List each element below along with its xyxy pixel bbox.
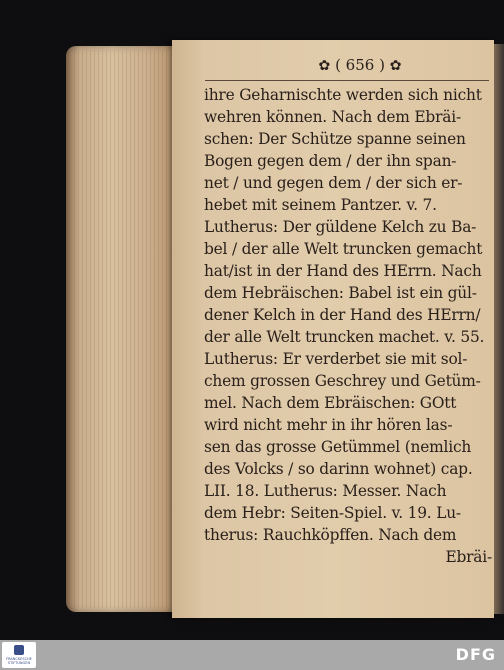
page-number: ( 656 ) bbox=[335, 56, 385, 74]
text-line: schen: Der Schütze spanne seinen bbox=[204, 130, 466, 148]
text-line: mel. Nach dem Ebräischen: GOtt bbox=[204, 394, 457, 412]
logo-text: FRANCKESCHE STIFTUNGEN bbox=[6, 657, 32, 665]
text-line: bel / der alle Welt truncken gemacht bbox=[204, 240, 483, 258]
text-line: wehren können. Nach dem Ebräi- bbox=[204, 108, 461, 126]
text-line: dener Kelch in der Hand des HErrn/ bbox=[204, 306, 481, 324]
text-line: Lutherus: Er verderbet sie mit sol- bbox=[204, 350, 468, 368]
text-line: Bogen gegen dem / der ihn span- bbox=[204, 152, 457, 170]
text-line: hebet mit seinem Pantzer. v. 7. bbox=[204, 196, 437, 214]
viewer-footer bbox=[0, 640, 504, 670]
ornament-left-icon: ✿ bbox=[318, 58, 331, 74]
text-line: LII. 18. Lutherus: Messer. Nach bbox=[204, 482, 447, 500]
text-line: der alle Welt truncken machet. v. 55. bbox=[204, 328, 485, 346]
text-line: Lutherus: Der güldene Kelch zu Ba- bbox=[204, 218, 477, 236]
text-line: dem Hebr: Seiten-Spiel. v. 19. Lu- bbox=[204, 504, 461, 522]
text-line: dem Hebräischen: Babel ist ein gül- bbox=[204, 284, 477, 302]
text-line: therus: Rauchköpffen. Nach dem bbox=[204, 526, 457, 544]
page-text bbox=[204, 84, 492, 568]
institution-logo[interactable] bbox=[2, 642, 36, 668]
catchword: Ebräi- bbox=[445, 548, 492, 566]
text-line: chem grossen Geschrey und Getüm- bbox=[204, 372, 481, 390]
book-page-edges bbox=[66, 46, 178, 612]
page-number-header bbox=[300, 56, 420, 80]
facing-page-edge bbox=[494, 44, 504, 614]
dfg-logo[interactable]: DFG bbox=[455, 645, 496, 664]
text-line: wird nicht mehr in ihr hören las- bbox=[204, 416, 453, 434]
text-line: des Volcks / so darinn wohnet) cap. bbox=[204, 460, 473, 478]
text-line: net / und gegen dem / der sich er- bbox=[204, 174, 463, 192]
header-rule bbox=[205, 80, 489, 81]
text-line: hat/ist in der Hand des HErrn. Nach bbox=[204, 262, 482, 280]
text-line: ihre Geharnischte werden sich nicht bbox=[204, 86, 482, 104]
logo-emblem-icon bbox=[14, 645, 24, 655]
text-line: sen das grosse Getümmel (nemlich bbox=[204, 438, 472, 456]
ornament-right-icon: ✿ bbox=[389, 58, 402, 74]
